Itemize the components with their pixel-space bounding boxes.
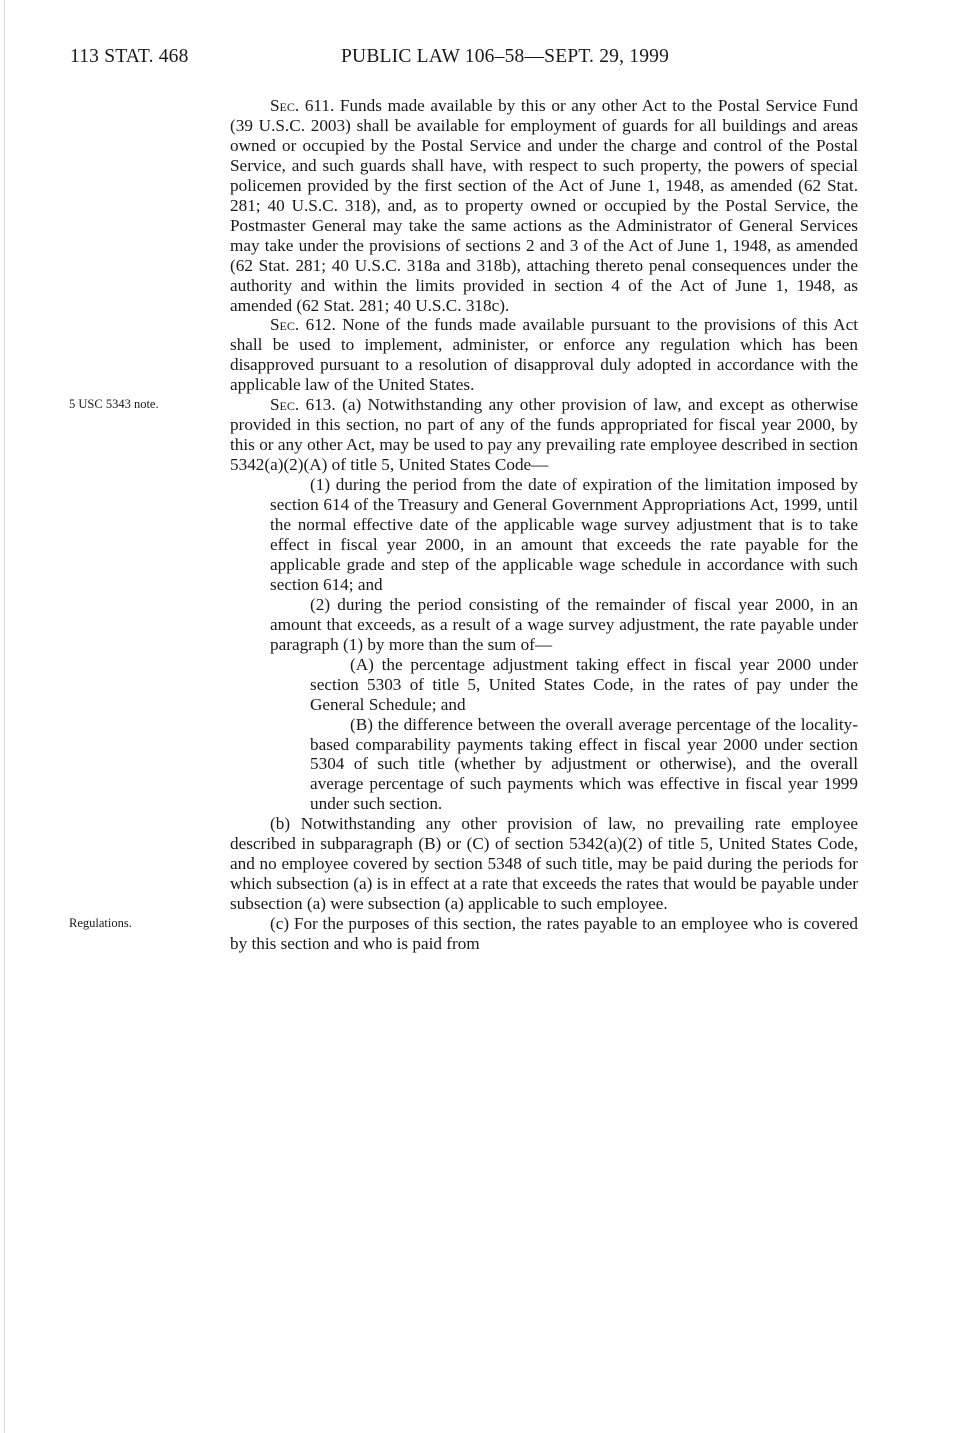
- subsection-b: (b) Notwithstanding any other provision of law, no prevailing rate employee described in subparagraph (B) or (C) of section 5342(a)(2) of title 5, United States Code, and no employee covered by section 5348 of such title, may be paid during the periods for which subsection (a) is in effect at a rate that exceeds the rates that would be payable under subsection (a) were subsection (a) applicable to such employee.: [230, 814, 858, 914]
- page-edge-rule: [4, 0, 5, 1433]
- section-label: Sec.: [270, 96, 300, 115]
- subparagraph-a: (A) the percentage adjustment taking effect in fiscal year 2000 under section 5303 of title 5, United States Code, in the rates of pay under the General Schedule; and: [310, 654, 858, 714]
- section-613: [69, 395, 858, 475]
- subsection-c-text: (c) For the purposes of this section, the rates payable to an employee who is covered by this section and who is paid from: [230, 914, 858, 954]
- paragraph-2: (2) during the period consisting of the remainder of fiscal year 2000, in an amount that exceeds, as a result of a wage survey adjustment, the rate payable under paragraph (1) by more than the sum of—: [270, 594, 858, 654]
- section-text: 611. Funds made available by this or any other Act to the Postal Service Fund (39 U.S.C. 2003) shall be available for employment of guards for all buildings and areas owned or occupied by the Postal Service and under the charge and control of the Postal Service, and such guards shall have, with respect to such property, the powers of special policemen provided by the first section of the Act of June 1, 1948, as amended (62 Stat. 281; 40 U.S.C. 318), and, as to property owned or occupied by the Postal Service, the Postmaster General may take the same actions as the Administrator of General Services may take under the provisions of sections 2 and 3 of the Act of June 1, 1948, as amended (62 Stat. 281; 40 U.S.C. 318a and 318b), attaching thereto penal consequences under the authority and within the limits provided in section 4 of the Act of June 1, 1948, as amended (62 Stat. 281; 40 U.S.C. 318c).: [230, 96, 858, 315]
- regulations-margin-note: Regulations.: [69, 916, 132, 931]
- subsection-c: [69, 914, 858, 954]
- paragraph-1: (1) during the period from the date of expiration of the limitation imposed by section 614 of the Treasury and General Government Appropriations Act, 1999, until the normal effective date of the applicable wage survey adjustment that is to take effect in fiscal year 2000, in an amount that exceeds the rate payable for the applicable grade and step of the applicable wage schedule in accordance with such section 614; and: [270, 475, 858, 594]
- statute-page-number: 113 STAT. 468: [70, 46, 189, 67]
- body-text: [69, 96, 858, 954]
- section-label: Sec.: [270, 315, 300, 335]
- usc-margin-note: 5 USC 5343 note.: [69, 397, 159, 412]
- public-law-title: PUBLIC LAW 106–58—SEPT. 29, 1999: [341, 46, 670, 67]
- section-611: [230, 96, 858, 315]
- section-text: 613. (a) Notwithstanding any other provision of law, and except as otherwise provided in this section, no part of any of the funds appropriated for fiscal year 2000, by this or any other Act, may be used to pay any prevailing rate employee described in section 5342(a)(2)(A) of title 5, United States Code—: [230, 395, 858, 475]
- section-612: [230, 315, 858, 395]
- subparagraph-b: (B) the difference between the overall average percentage of the locality-based comparability payments taking effect in fiscal year 2000 under section 5304 of such title (whether by adjustment or otherwise), and the overall average percentage of such payments which was effective in fiscal year 1999 under such section.: [310, 714, 858, 814]
- section-label: Sec.: [270, 395, 300, 415]
- section-text: 612. None of the funds made available pursuant to the provisions of this Act shall be used to implement, administer, or enforce any regulation which has been disapproved pursuant to a resolution of disapproval duly adopted in accordance with the applicable law of the United States.: [230, 315, 858, 395]
